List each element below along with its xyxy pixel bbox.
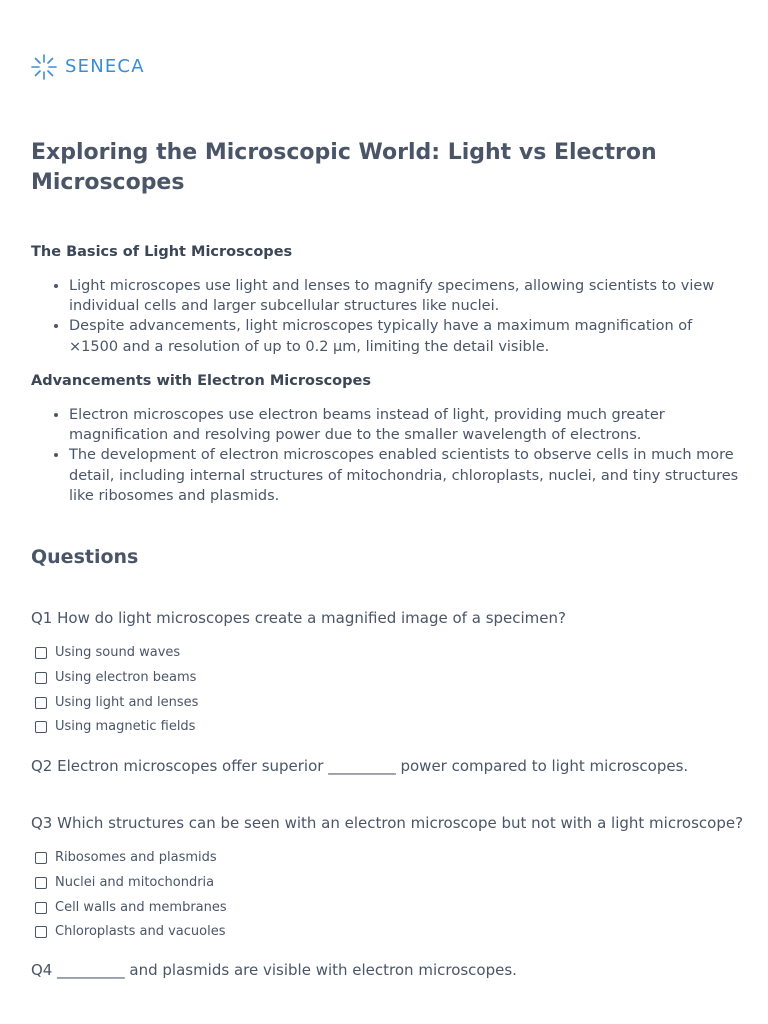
option-item[interactable] [35,871,227,896]
option-item[interactable] [35,666,198,691]
checkbox[interactable] [35,721,47,733]
seneca-burst-icon [31,54,57,80]
section-heading-light-microscopes: The Basics of Light Microscopes [31,244,293,260]
option-label: Using sound waves [55,645,181,661]
option-item[interactable] [35,715,198,740]
question-1: Q1 How do light microscopes create a magnified image of a specimen? [31,609,566,627]
question-3-options [35,846,227,945]
option-label: Using magnetic fields [55,719,196,735]
option-label: Chloroplasts and vacuoles [55,924,226,940]
bullet-list-light-microscopes [31,276,743,357]
option-label: Using light and lenses [55,694,199,710]
option-item[interactable] [35,895,227,920]
brand-name: SENECA [65,56,145,77]
bullet-item: • Electron microscopes use electron beams instead of light, providing much greater magnification and resolving power due to the smaller wavelength of electrons. [69,405,743,445]
bullet-item: • Light microscopes use light and lenses to magnify specimens, allowing scientists to view individual cells and larger subcellular structures like nuclei. [69,276,743,316]
bullet-item: • The development of electron microscopes enabled scientists to observe cells in much more detail, including internal structures of mitochondria, chloroplasts, nuclei, and tiny structures like ribosomes and plasmids. [69,445,743,506]
question-3: Q3 Which structures can be seen with an electron microscope but not with a light microscope? [31,814,744,832]
question-2: Q2 Electron microscopes offer superior _________ power compared to light microscopes. [31,757,689,775]
option-item[interactable] [35,690,198,715]
question-4: Q4 _________ and plasmids are visible with electron microscopes. [31,961,517,979]
option-label: Nuclei and mitochondria [55,875,215,891]
page-title: Exploring the Microscopic World: Light vs Electron Microscopes [31,140,657,195]
option-item[interactable] [35,846,227,871]
checkbox[interactable] [35,697,47,709]
option-label: Using electron beams [55,670,197,686]
option-label: Ribosomes and plasmids [55,850,217,866]
section-heading-electron-microscopes: Advancements with Electron Microscopes [31,373,371,389]
checkbox[interactable] [35,902,47,914]
checkbox[interactable] [35,926,47,938]
checkbox[interactable] [35,647,47,659]
option-item[interactable] [35,641,198,666]
questions-heading: Questions [31,546,139,568]
bullet-item: • Despite advancements, light microscopes typically have a maximum magnification of ×1500 and a resolution of up to 0.2 μm, limiting the detail visible. [69,316,743,356]
checkbox[interactable] [35,852,47,864]
checkbox[interactable] [35,877,47,889]
checkbox[interactable] [35,672,47,684]
option-item[interactable] [35,920,227,945]
question-1-options [35,641,198,740]
seneca-logo [31,54,145,80]
bullet-list-electron-microscopes [31,405,743,506]
option-label: Cell walls and membranes [55,899,227,915]
